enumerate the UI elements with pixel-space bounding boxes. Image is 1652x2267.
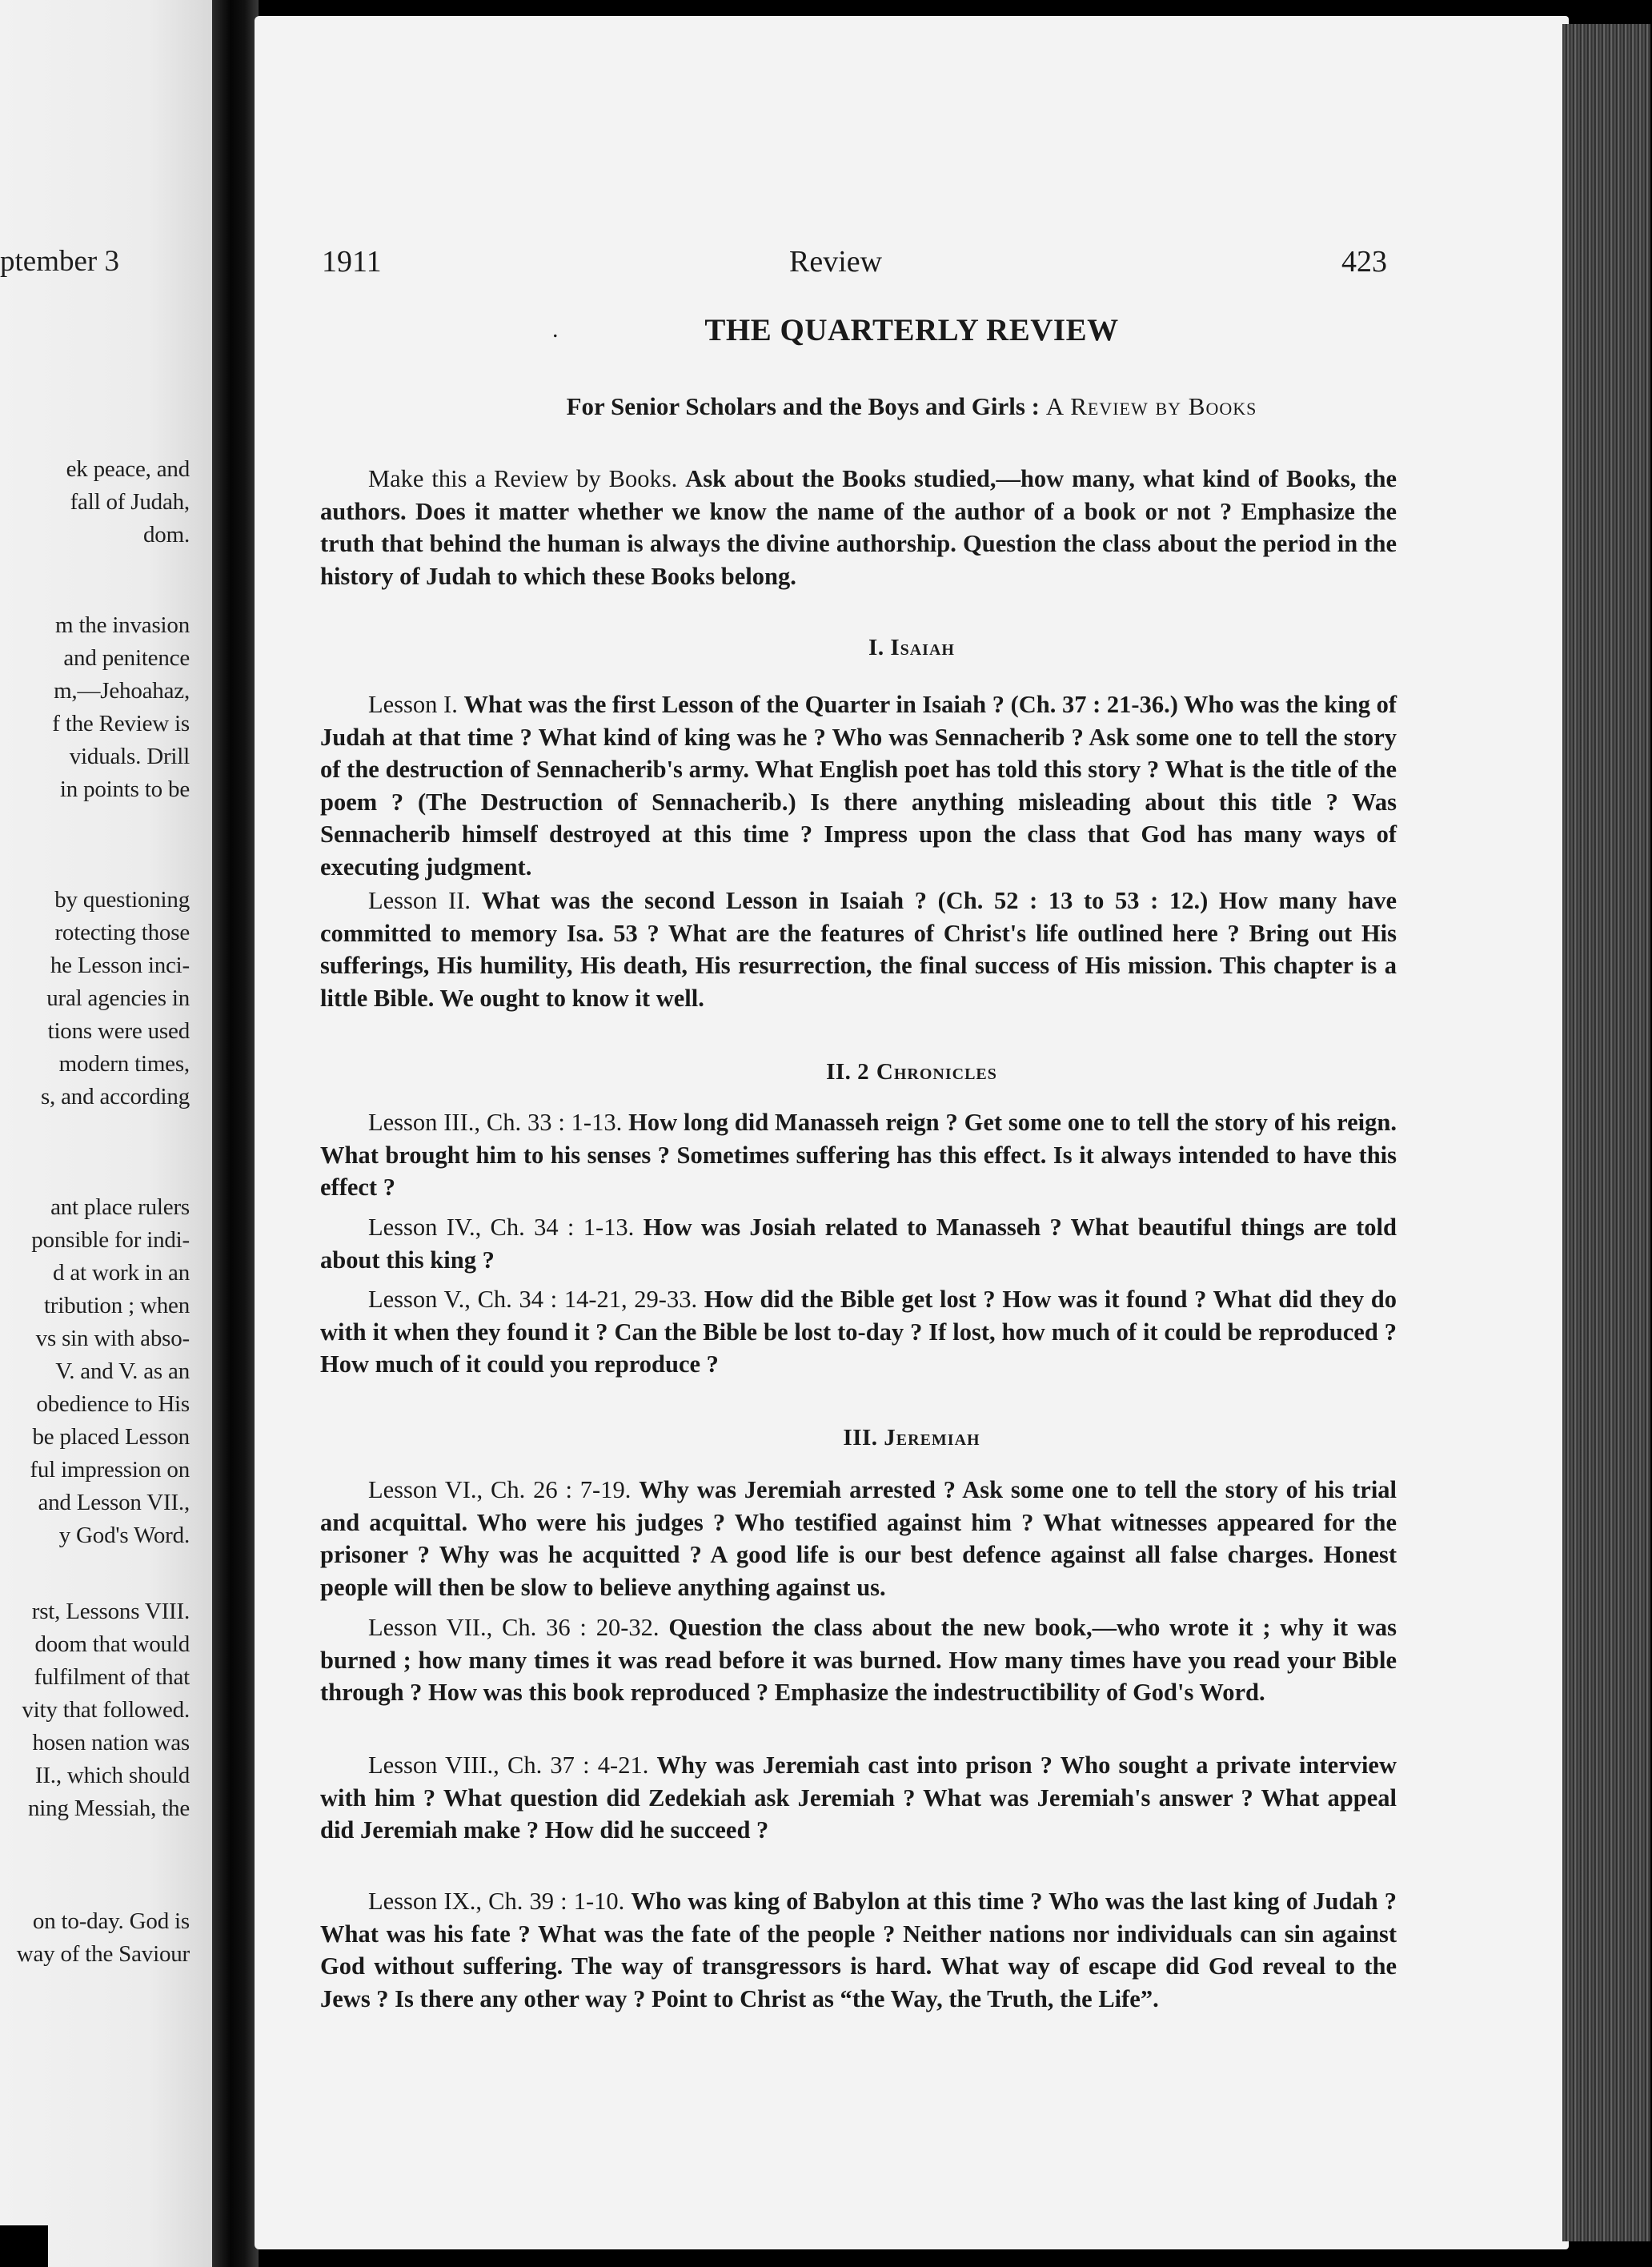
book-gutter bbox=[212, 0, 259, 2267]
lesson-paragraph bbox=[320, 1283, 1397, 1381]
intro-text: Ask about the Books studied,—how many, what kind of Books, the authors. Does it matter whether we know the name of the author of a book or not ? Emphasize the truth that behind the human is always the divine authorship. Question the class about the period in the history of Judah to which these Books belong. bbox=[320, 465, 1397, 590]
left-page-line: tribution ; when bbox=[43, 1293, 190, 1318]
section-heading-jeremiah: III. Jeremiah bbox=[843, 1425, 980, 1450]
lesson-label: Lesson I. bbox=[368, 691, 458, 718]
left-page-line: fall of Judah, bbox=[70, 489, 190, 515]
lesson-paragraph bbox=[320, 1106, 1397, 1204]
lesson-paragraph bbox=[320, 1611, 1397, 1709]
lesson-text: What was the second Lesson in Isaiah ? (Ch. 52 : 13 to 53 : 12.) How many have committed to memory Isa. 53 ? What are the features of Christ's life outlined here ? Bring out His sufferings, His humility, His death, His resurrection, the final success of His mission. This chapter is a little Bible. We ought to know it well. bbox=[320, 887, 1397, 1012]
left-page-line: m the invasion bbox=[55, 612, 190, 638]
subtitle-bold: For Senior Scholars and the Boys and Girls : bbox=[566, 392, 1041, 420]
left-page-line: way of the Saviour bbox=[16, 1941, 190, 1967]
left-page-line: obedience to His bbox=[36, 1391, 190, 1417]
left-page-line: m,—Jehoahaz, bbox=[54, 678, 190, 704]
lesson-text: How long did Manasseh reign ? Get some one to tell the story of his reign. What brought him to his senses ? Sometimes suffering has this effect. Is it always intended to have this effect ? bbox=[320, 1109, 1397, 1201]
lesson-paragraph bbox=[320, 885, 1397, 1014]
lesson-text: Why was Jeremiah arrested ? Ask some one to tell the story of his trial and acquittal. Who were his judges ? Who testified against him ? What witnesses appeared for the prisoner ? Why was he acquitted ? A good life is our best defence against all false charges. Honest people will then be slow to believe anything against us. bbox=[320, 1476, 1397, 1601]
left-page-line: by questioning bbox=[54, 887, 190, 913]
section-heading-2-chronicles: II. 2 Chronicles bbox=[826, 1059, 997, 1085]
lesson-label: Lesson V., Ch. 34 : 14-21, 29-33. bbox=[368, 1286, 698, 1313]
intro-lead: Make this a Review by Books. bbox=[368, 465, 678, 492]
left-page-line: he Lesson inci- bbox=[50, 953, 190, 978]
left-page-line: and penitence bbox=[63, 645, 190, 671]
page-number: 423 bbox=[1341, 245, 1387, 279]
lesson-paragraph bbox=[320, 688, 1397, 883]
left-page-line: and Lesson VII., bbox=[38, 1490, 190, 1515]
left-page-line: f the Review is bbox=[52, 711, 190, 736]
lesson-paragraph bbox=[320, 1211, 1397, 1276]
left-page-line: ural agencies in bbox=[46, 985, 190, 1011]
left-page-line: V. and V. as an bbox=[55, 1358, 190, 1384]
page-edges bbox=[1562, 24, 1650, 2241]
left-page-line: ponsible for indi- bbox=[31, 1227, 190, 1253]
lesson-paragraph bbox=[320, 1749, 1397, 1847]
scan-corner-mark bbox=[0, 2225, 48, 2267]
section-heading-isaiah: I. Isaiah bbox=[868, 635, 955, 660]
left-running-head: ptember 3 bbox=[0, 245, 119, 278]
lesson-text: What was the first Lesson of the Quarter in Isaiah ? (Ch. 37 : 21-36.) Who was the king of Judah at that time ? What kind of king was he ? Who was Sennacherib ? Ask some one to tell the story of the destruction of Sennacherib's army. What English poet has told this story ? What is the title of the poem ? (The Destruction of Sennacherib.) Is there anything misleading about this title ? Was Sennacherib himself destroyed at this time ? Impress upon the class that God has many ways of executing judgment. bbox=[320, 691, 1397, 881]
lesson-label: Lesson VI., Ch. 26 : 7-19. bbox=[368, 1476, 632, 1503]
lesson-text: Why was Jeremiah cast into prison ? Who sought a private interview with him ? What question did Zedekiah ask Jeremiah ? What was Jeremiah's answer ? What appeal did Jeremiah make ? How did he succeed ? bbox=[320, 1751, 1397, 1844]
left-page-line: II., which should bbox=[34, 1763, 190, 1788]
left-page-line: hosen nation was bbox=[32, 1730, 190, 1755]
running-head-year: 1911 bbox=[322, 245, 382, 279]
left-page-line: ek peace, and bbox=[66, 456, 190, 482]
article-title: THE QUARTERLY REVIEW bbox=[704, 313, 1119, 347]
left-page-line: d at work in an bbox=[53, 1260, 190, 1286]
left-page-line: be placed Lesson bbox=[32, 1424, 190, 1450]
lesson-label: Lesson II. bbox=[368, 887, 471, 914]
left-page-line: rotecting those bbox=[54, 920, 190, 945]
left-page-line: on to-day. God is bbox=[32, 1908, 190, 1934]
lesson-label: Lesson VII., Ch. 36 : 20-32. bbox=[368, 1614, 660, 1641]
lesson-label: Lesson IX., Ch. 39 : 1-10. bbox=[368, 1888, 625, 1915]
running-head-title: Review bbox=[789, 245, 883, 279]
left-page-line: y God's Word. bbox=[58, 1523, 190, 1548]
left-page-line: ning Messiah, the bbox=[28, 1796, 190, 1821]
left-page-line: viduals. Drill bbox=[69, 744, 190, 769]
lesson-text: How did the Bible get lost ? How was it found ? What did they do with it when they found it ? Can the Bible be lost to-day ? If lost, how much of it could be reproduced ? How much of it could you reproduce ? bbox=[320, 1286, 1397, 1378]
left-page-line: ful impression on bbox=[30, 1457, 190, 1483]
intro-paragraph bbox=[320, 463, 1397, 592]
left-page-line: dom. bbox=[142, 522, 190, 548]
lesson-text: Question the class about the new book,—who wrote it ; why it was burned ; how many times it was read before it was burned. How many times have you read your Bible through ? How was this book reproduced ? Emphasize the indestructibility of God's Word. bbox=[320, 1614, 1397, 1706]
left-page-line: rst, Lessons VIII. bbox=[31, 1599, 190, 1624]
lesson-label: Lesson III., Ch. 33 : 1-13. bbox=[368, 1109, 623, 1136]
left-page-fragment bbox=[0, 0, 212, 2267]
lesson-label: Lesson VIII., Ch. 37 : 4-21. bbox=[368, 1751, 649, 1779]
lesson-paragraph bbox=[320, 1474, 1397, 1603]
lesson-text: How was Josiah related to Manasseh ? What beautiful things are told about this king ? bbox=[320, 1214, 1397, 1274]
lesson-paragraph bbox=[320, 1885, 1397, 2015]
left-page-line: modern times, bbox=[58, 1051, 190, 1077]
left-page-line: vs sin with abso- bbox=[35, 1326, 190, 1351]
lesson-text: Who was king of Babylon at this time ? Who was the last king of Judah ? What was his fate ? What was the fate of the people ? Neither nations nor individuals can sin against God without suffering. The way of transgressors is hard. What way of escape did God reveal to the Jews ? Is there any other way ? Point to Christ as “the Way, the Truth, the Life”. bbox=[320, 1888, 1397, 2012]
subtitle-small-caps: A Review by Books bbox=[1045, 392, 1257, 420]
lesson-label: Lesson IV., Ch. 34 : 1-13. bbox=[368, 1214, 635, 1241]
article-subtitle bbox=[255, 392, 1569, 421]
left-page-line: tions were used bbox=[47, 1018, 190, 1044]
left-page-line: in points to be bbox=[59, 776, 190, 802]
left-page-line: vity that followed. bbox=[22, 1697, 190, 1723]
left-page-line: doom that would bbox=[34, 1631, 190, 1657]
left-page-line: fulfilment of that bbox=[34, 1664, 190, 1690]
title-dot: . bbox=[552, 316, 559, 343]
left-page-line: ant place rulers bbox=[50, 1194, 190, 1220]
left-page-line: s, and according bbox=[40, 1084, 190, 1109]
